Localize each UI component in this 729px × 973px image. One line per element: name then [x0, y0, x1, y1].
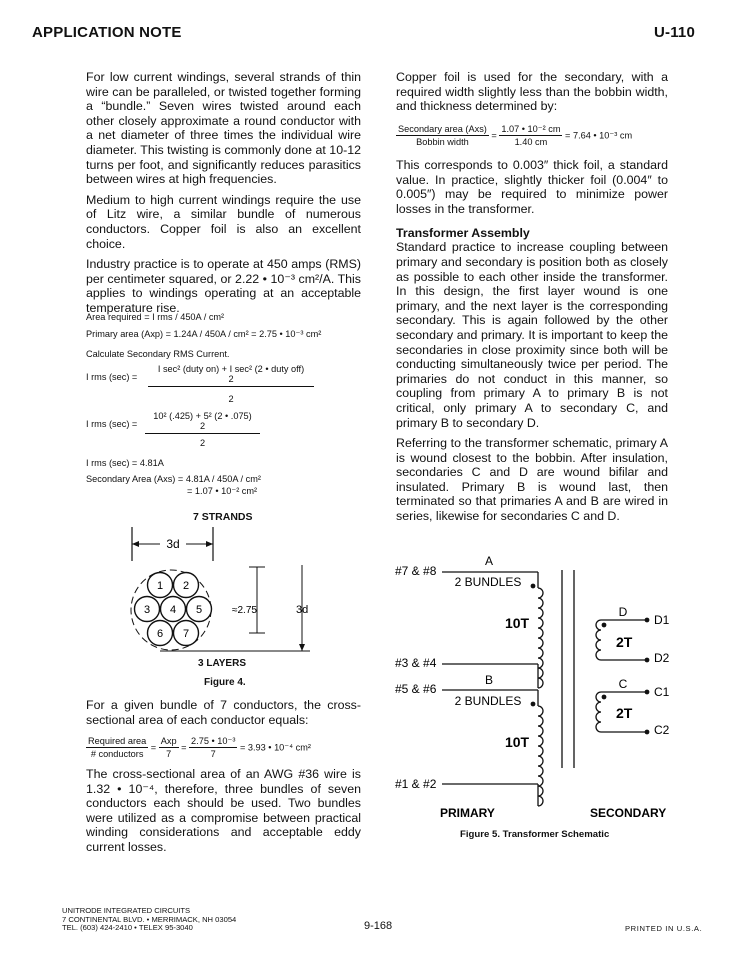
irms-lhs-1: I rms (sec) =	[86, 372, 138, 382]
document-number: U-110	[653, 24, 695, 41]
calc-label: Calculate Secondary RMS Current.	[86, 349, 230, 359]
paragraph-schematic: Referring to the transformer schematic, primary A is wound closest to the bobbin. After insulation, secondaries C and D are wound bifilar and insulated. Primary B is wound last, then terminated so that primaries A and B are wired in series, likewise for secondaries C and D.	[396, 436, 668, 524]
strand-label-7: 7	[182, 628, 190, 640]
coil-a	[538, 588, 543, 688]
strand-label-5: 5	[195, 604, 203, 616]
paragraph-awg36: The cross-sectional area of an AWG #36 wire is 1.32 • 10⁻⁴, therefore, three bundles of seven conductors each should be used. Two bundles were utilized as a compromise between practical winding considerations and acceptable eddy current losses.	[86, 767, 361, 854]
label-c: C	[618, 677, 628, 691]
irms-result: I rms (sec) = 4.81A	[86, 458, 164, 468]
strand-label-6: 6	[156, 628, 164, 640]
printed-in: PRINTED IN U.S.A.	[625, 924, 703, 933]
secondary-area-eq: Secondary Area (Axs) = 4.81A / 450A / cm²	[86, 474, 261, 484]
eq-area-required: Area required = I rms / 450A / cm²	[86, 312, 225, 322]
dot-b	[531, 702, 536, 707]
eq-axs-den: Bobbin width	[416, 137, 469, 147]
pin-3-4: #3 & #4	[395, 656, 437, 670]
pin-1-2: #1 & #2	[395, 777, 437, 791]
irms-eq-1-inner-den: 2	[228, 374, 234, 384]
header-title: APPLICATION NOTE	[32, 24, 182, 41]
irms-eq-2-inner-den: 2	[199, 421, 206, 431]
strand-label-4: 4	[169, 604, 177, 616]
irms-eq-1-num: I sec² (duty on) + I sec² (2 • duty off)	[157, 364, 305, 374]
eq-frac-axs	[396, 123, 489, 148]
terminal-c1	[645, 690, 650, 695]
coil-d	[596, 620, 601, 660]
figure4-caption: Figure 4.	[204, 677, 246, 688]
paragraph-current-density: Industry practice is to operate at 450 amps (RMS) per centimeter squared, or 2.22 • 10⁻³ cm²/A. This applies to windings operating at an acceptable temperature rise.	[86, 257, 361, 315]
paragraph-coupling: Standard practice to increase coupling between primary and secondary is position both as closely as possible to each other inside the transformer. In this design, the first layer wound is one primary, and the next layer is the corresponding secondary. This is again followed by the other secondary and primary. It is important to keep the secondaries in close proximity since both will be conducting simultaneously twice per period. The primaries do not conduct in this manner, so coupling from primary A to primary B is not critical, only primary A to secondary C, and primary B to secondary D.	[396, 240, 668, 430]
dim-3d-top: 3d	[166, 537, 180, 551]
eq-axs-num: Secondary area (Axs)	[398, 124, 487, 134]
arrow-left	[132, 541, 139, 547]
strands	[135, 573, 212, 646]
eq-frac-axp	[159, 735, 179, 760]
turns-a: 10T	[504, 615, 530, 631]
turns-b: 10T	[504, 734, 530, 750]
irms-eq-1-den: 2	[228, 394, 234, 404]
secondary-area-result: = 1.07 • 10⁻² cm²	[187, 486, 258, 496]
figure4-layers: 3 LAYERS	[198, 658, 246, 669]
eq-foil-num: 1.07 • 10⁻² cm	[501, 124, 561, 134]
label-primary: PRIMARY	[440, 806, 495, 818]
terminal-c2	[645, 730, 650, 735]
dot-a	[531, 584, 536, 589]
label-d1: D1	[654, 613, 670, 627]
eq-foil-thickness: $\frac{\text{Secondary area (Axs)}}{\text{Bobbin width}}$ = $\frac{\text{1.07 • 10⁻² cm}}{1.40 cm}$ = 7.64 • 10⁻³ cm	[398, 124, 633, 147]
dim-275-label: ≈2.75	[232, 605, 257, 616]
eq-conductor-area: $\frac{\text{Required area}}{\text{\# conductors}}$ = $\frac{\text{Axp}}{7}$ = $\frac{\text{2.75 • 10⁻³}}{7}$ = 3.93 • 10⁻⁴ cm²	[88, 736, 311, 759]
eq-required-den: # conductors	[90, 749, 144, 759]
eq-axp-den: 7	[166, 749, 172, 759]
label-d: D	[618, 605, 628, 619]
eq-foil-den: 1.40 cm	[514, 137, 548, 147]
label-d2: D2	[654, 651, 670, 665]
right-column	[396, 70, 668, 114]
irms-eq-2-num: 10² (.425) + 5² (2 • .075)	[153, 411, 252, 421]
paragraph-litz: Medium to high current windings require the use of Litz wire, a similar bundle of numerous conductors. Copper foil is also an excellent choice.	[86, 192, 361, 251]
eq-frac-required	[86, 735, 148, 760]
heading-transformer-assembly: Transformer Assembly	[396, 226, 530, 241]
eq-frac-value	[189, 735, 237, 760]
terminal-d1	[645, 618, 650, 623]
turns-c: 2T	[616, 705, 633, 721]
turns-d: 2T	[616, 634, 633, 650]
pin-5-6: #5 & #6	[395, 682, 437, 696]
arrow-right	[206, 541, 213, 547]
label-secondary: SECONDARY	[590, 806, 667, 818]
figure5-transformer-schematic	[390, 548, 690, 818]
eq-required-num: Required area	[88, 736, 147, 746]
paragraph-conductor-area: For a given bundle of 7 conductors, the cross-sectional area of each conductor equals:	[86, 698, 361, 727]
left-lower	[86, 698, 361, 727]
label-b: B	[484, 673, 494, 687]
footer-company	[62, 907, 236, 933]
figure4-title: 7 STRANDS	[193, 511, 253, 523]
label-c2: C2	[654, 723, 670, 737]
eq-value-num: 2.75 • 10⁻³	[191, 736, 236, 746]
footer-line1: UNITRODE INTEGRATED CIRCUITS	[62, 906, 191, 915]
footer-line3: TEL. (603) 424-2410 • TELEX 95-3040	[62, 923, 193, 933]
irms-lhs-2: I rms (sec) =	[86, 419, 138, 429]
dim-3d-arrow	[299, 644, 305, 651]
irms-eq-2-den: 2	[199, 438, 206, 448]
eq-conductor-result: = 3.93 • 10⁻⁴ cm²	[239, 742, 311, 753]
eq-foil-result: = 7.64 • 10⁻³ cm	[565, 130, 633, 141]
eq-primary-area: Primary area (Axp) = 1.24A / 450A / cm² = 2.75 • 10⁻³ cm²	[86, 329, 322, 339]
paragraph-bundle: For low current windings, several strands of thin wire can be paralleled, or twisted together forming a “bundle.” Seven wires twisted around each other closely approximate a round conductor with a net diameter of three times the individual wire diameter. This twisting is commonly done at 10-12 turns per foot, and significantly reduces parasitics between wires at high frequencies.	[86, 70, 361, 187]
right-mid	[396, 158, 668, 524]
dim-3d-side-label: 3d	[296, 604, 309, 616]
eq-frac-foil-value	[499, 123, 562, 148]
paragraph-foil-value: This corresponds to 0.003″ thick foil, a standard value. In practice, slightly thicker foil (0.004″ to 0.005″) may be required to minimize power losses in the transformer.	[396, 158, 668, 216]
pin-7-8: #7 & #8	[395, 564, 437, 578]
label-a: A	[484, 554, 494, 568]
paragraph-copper-foil: Copper foil is used for the secondary, with a required width slightly less than the bobbin width, and thickness determined by:	[396, 70, 668, 114]
dot-d	[602, 623, 607, 628]
strand-label-3: 3	[143, 604, 151, 616]
strand-label-1: 1	[156, 580, 164, 592]
figure5-caption: Figure 5. Transformer Schematic	[460, 829, 610, 840]
irms-eq-1	[148, 363, 314, 405]
bundles-a: 2 BUNDLES	[454, 575, 522, 589]
eq-axp-num: Axp	[160, 736, 177, 746]
eq-value-den: 7	[210, 749, 216, 759]
figure4-strand-diagram	[120, 525, 320, 655]
bundles-b: 2 BUNDLES	[454, 694, 522, 708]
strand-label-2: 2	[182, 580, 190, 592]
coil-c	[596, 692, 601, 732]
left-final	[86, 767, 361, 855]
left-column	[86, 70, 361, 316]
irms-eq-2	[145, 410, 260, 449]
terminal-d2	[645, 658, 650, 663]
dot-c	[602, 695, 607, 700]
page-number: 9-168	[364, 920, 393, 932]
label-c1: C1	[654, 685, 670, 699]
coil-b	[538, 706, 543, 806]
footer-line2: 7 CONTINENTAL BLVD. • MERRIMACK, NH 03054	[62, 914, 237, 924]
